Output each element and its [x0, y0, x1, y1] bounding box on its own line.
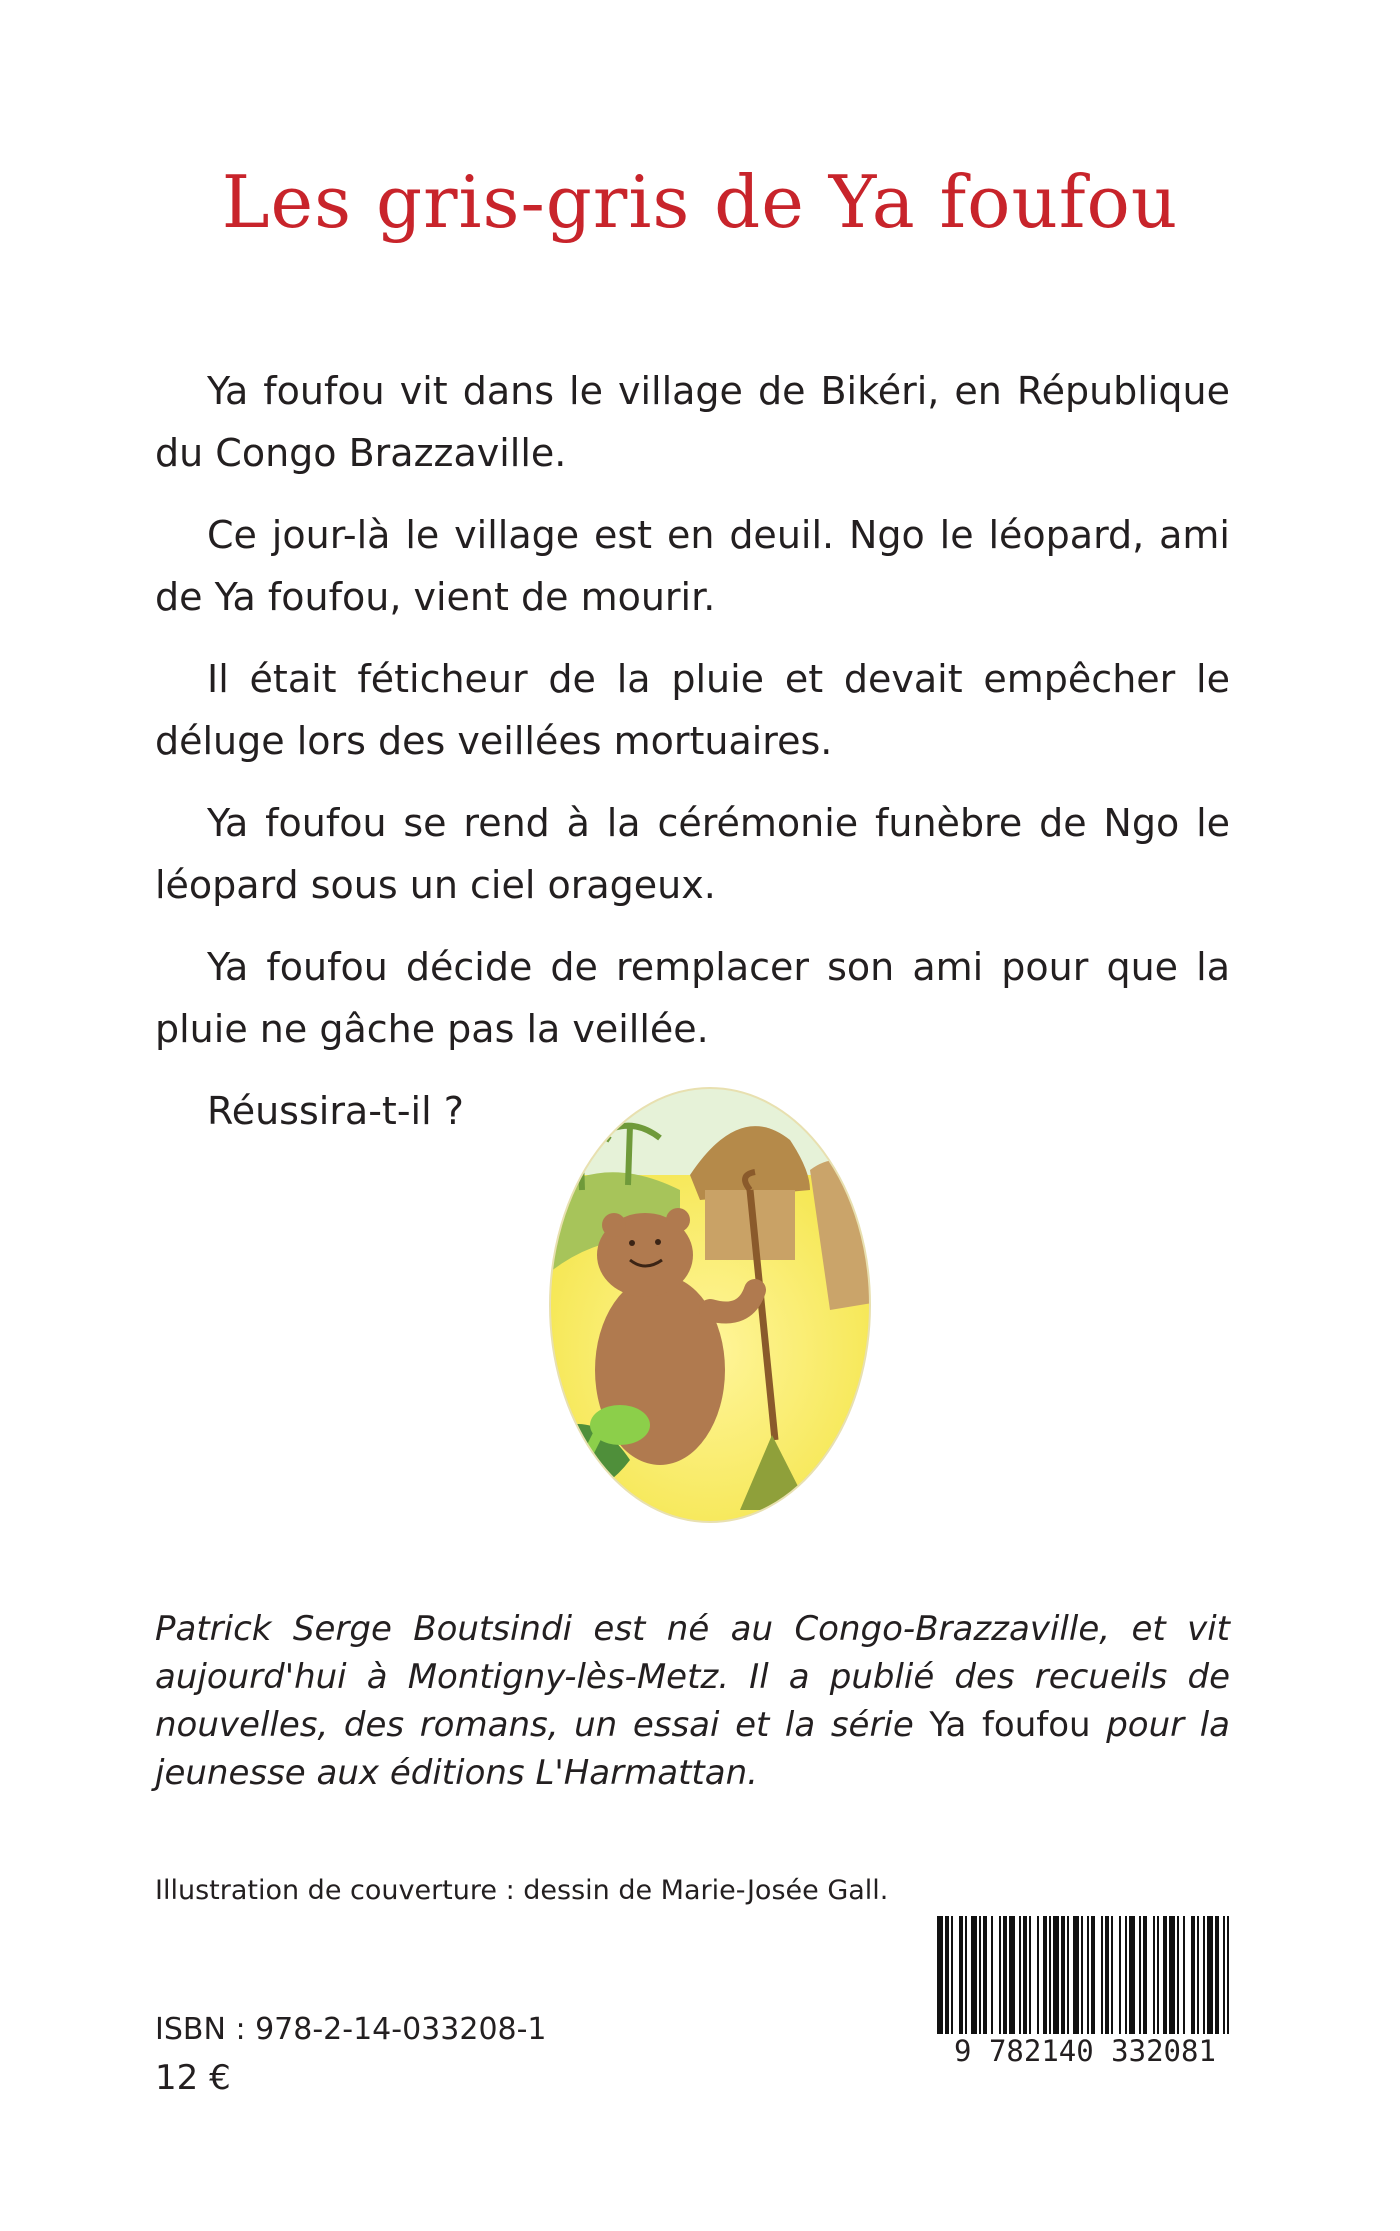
- barcode-bar: [945, 1916, 949, 2036]
- barcode-bar: [1227, 1916, 1229, 2036]
- barcode-bar: [1153, 1916, 1155, 2036]
- barcode-bar: [1061, 1916, 1065, 2036]
- blurb-question: Réussira-t-il ?: [207, 1089, 464, 1133]
- bio-text: Patrick Serge Boutsindi est né au Congo-Brazzaville, et vit aujourd'hui à Montigny-lès-Metz. Il a publié des recueils de nouvelles, des romans, un essai et la série: [155, 1609, 1230, 1745]
- barcode-bar: [1215, 1916, 1219, 2036]
- barcode-bar: [965, 1916, 967, 2036]
- back-cover-blurb: [155, 360, 1230, 1162]
- barcode-bar: [1143, 1916, 1147, 2036]
- barcode-bar: [1029, 1916, 1031, 2036]
- barcode-bar: [979, 1916, 981, 2036]
- cover-illustration: [510, 1080, 910, 1530]
- barcode-bar: [1119, 1916, 1121, 2036]
- barcode-bar: [1129, 1916, 1135, 2036]
- barcode-bar: [1105, 1916, 1109, 2036]
- barcode-bars: [935, 1916, 1235, 2036]
- barcode-bar: [1009, 1916, 1015, 2036]
- barcode-bar: [1023, 1916, 1027, 2036]
- barcode-bar: [1073, 1916, 1079, 2036]
- barcode-bar: [1053, 1916, 1059, 2036]
- barcode-digits: 9 782140 332081: [935, 2034, 1235, 2068]
- series-name: Ya foufou: [929, 1705, 1091, 1745]
- barcode-bar: [1183, 1916, 1185, 2036]
- barcode-bar: [999, 1916, 1001, 2036]
- illustration-credit: Illustration de couverture : dessin de Marie-Josée Gall.: [155, 1875, 889, 1906]
- barcode-bar: [1207, 1916, 1213, 2036]
- barcode-bar: [1067, 1916, 1069, 2036]
- barcode-bar: [1091, 1916, 1095, 2036]
- blurb-paragraph: Ce jour-là le village est en deuil. Ngo le léopard, ami de Ya foufou, vient de mourir.: [155, 513, 1230, 619]
- barcode-bar: [1139, 1916, 1141, 2036]
- barcode-bar: [1081, 1916, 1083, 2036]
- barcode: [935, 1916, 1235, 2096]
- barcode-bar: [1177, 1916, 1179, 2036]
- book-title: Les gris-gris de Ya foufou: [221, 160, 1179, 244]
- bio-text-end: pour la jeunesse aux éditions L'Harmattan.: [155, 1705, 1231, 1793]
- barcode-bar: [971, 1916, 977, 2036]
- barcode-bar: [1169, 1916, 1175, 2036]
- isbn: ISBN : 978-2-14-033208-1: [155, 2012, 547, 2047]
- barcode-bar: [991, 1916, 993, 2036]
- barcode-bar: [1049, 1916, 1051, 2036]
- barcode-bar: [983, 1916, 987, 2036]
- barcode-bar: [1037, 1916, 1039, 2036]
- barcode-bar: [1197, 1916, 1199, 2036]
- barcode-bar: [1019, 1916, 1021, 2036]
- blurb-paragraph: Ya foufou vit dans le village de Bikéri, en République du Congo Brazzaville.: [155, 369, 1230, 475]
- blurb-paragraph: Ya foufou se rend à la cérémonie funèbre de Ngo le léopard sous un ciel orageux.: [155, 801, 1230, 907]
- barcode-bar: [1203, 1916, 1205, 2036]
- barcode-bar: [959, 1916, 963, 2036]
- barcode-bar: [1111, 1916, 1113, 2036]
- barcode-bar: [1223, 1916, 1225, 2036]
- barcode-bar: [1157, 1916, 1159, 2036]
- author-bio: [155, 1605, 1230, 1797]
- barcode-bar: [1043, 1916, 1047, 2036]
- blurb-paragraph: Ya foufou décide de remplacer son ami pour que la pluie ne gâche pas la veillée.: [155, 945, 1230, 1051]
- barcode-bar: [951, 1916, 953, 2036]
- price: 12 €: [155, 2058, 231, 2098]
- barcode-bar: [1087, 1916, 1089, 2036]
- blurb-paragraph: Il était féticheur de la pluie et devait empêcher le déluge lors des veillées mortuaires.: [155, 657, 1230, 763]
- barcode-bar: [1163, 1916, 1167, 2036]
- barcode-bar: [1191, 1916, 1195, 2036]
- barcode-bar: [1003, 1916, 1007, 2036]
- barcode-bar: [1101, 1916, 1103, 2036]
- barcode-bar: [937, 1916, 943, 2036]
- barcode-bar: [1125, 1916, 1127, 2036]
